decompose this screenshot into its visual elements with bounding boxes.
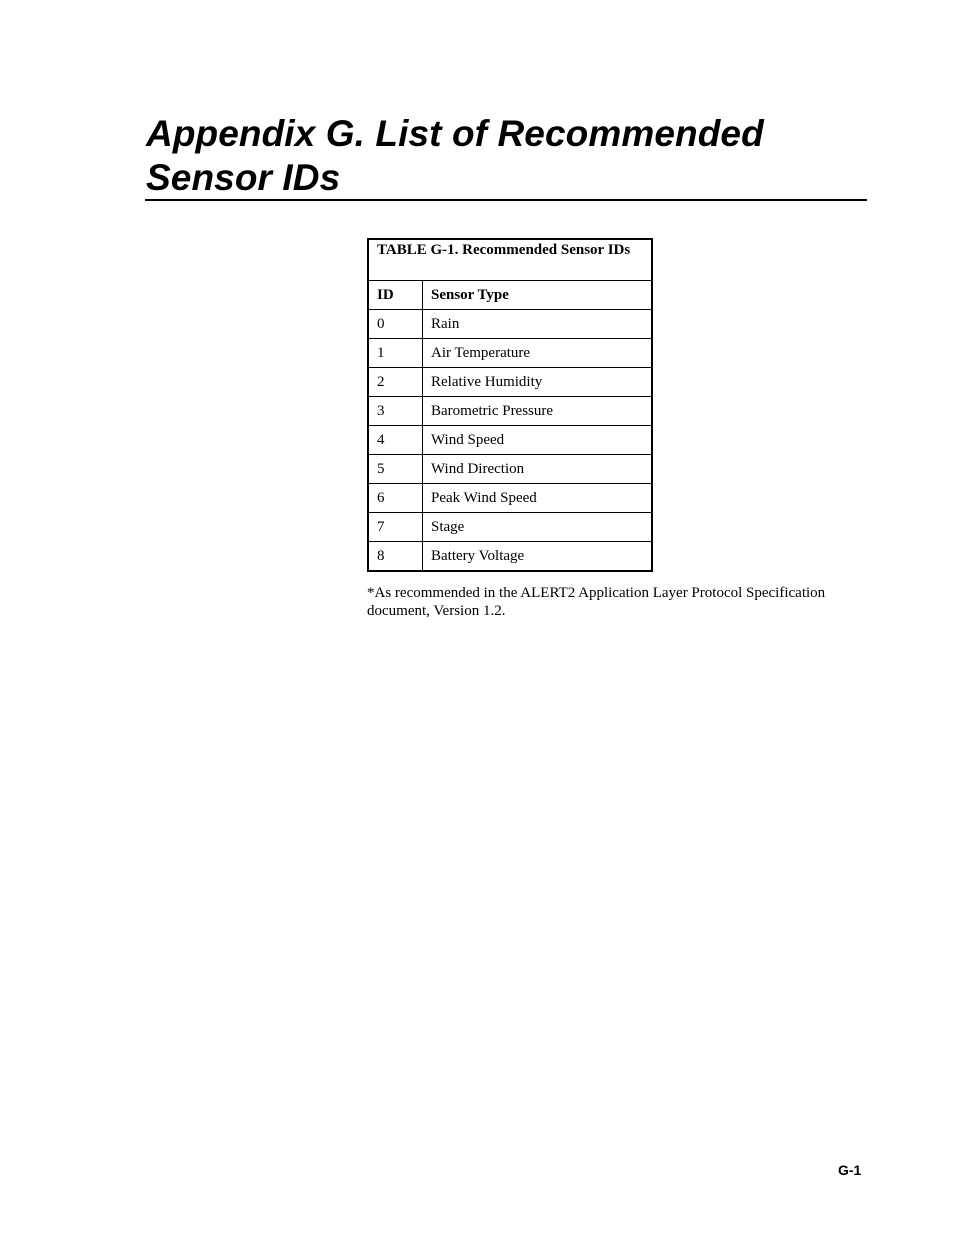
sensor-type-cell: Battery Voltage — [423, 542, 653, 572]
title-underline-rule — [145, 199, 867, 201]
column-header-id: ID — [368, 281, 423, 310]
page-title — [146, 112, 866, 200]
sensor-type-cell: Air Temperature — [423, 339, 653, 368]
sensor-type-cell: Relative Humidity — [423, 368, 653, 397]
sensor-id-cell: 1 — [368, 339, 423, 368]
sensor-id-cell: 0 — [368, 310, 423, 339]
table-row — [368, 542, 652, 572]
sensor-id-cell: 2 — [368, 368, 423, 397]
sensor-id-cell: 6 — [368, 484, 423, 513]
table-row — [368, 484, 652, 513]
sensor-id-cell: 5 — [368, 455, 423, 484]
table-row — [368, 513, 652, 542]
sensor-id-cell: 3 — [368, 397, 423, 426]
table-row — [368, 368, 652, 397]
sensor-id-cell: 7 — [368, 513, 423, 542]
page-title-line-2: Sensor IDs — [146, 157, 341, 198]
table-footnote: *As recommended in the ALERT2 Application Layer Protocol Specification document, Version 1.2. — [367, 585, 826, 619]
page-number: G-1 — [838, 1162, 862, 1178]
sensor-id-cell: 8 — [368, 542, 423, 572]
sensor-id-cell: 4 — [368, 426, 423, 455]
sensor-type-cell: Wind Speed — [423, 426, 653, 455]
table-header-row — [368, 281, 652, 310]
table-row — [368, 339, 652, 368]
table-caption-row — [368, 239, 652, 281]
sensor-type-cell: Stage — [423, 513, 653, 542]
page-title-line-1: Appendix G. List of Recommended — [146, 113, 764, 154]
sensor-type-cell: Barometric Pressure — [423, 397, 653, 426]
table-row — [368, 426, 652, 455]
table-row — [368, 397, 652, 426]
table-row — [368, 455, 652, 484]
sensor-type-cell: Rain — [423, 310, 653, 339]
table-caption: TABLE G-1. Recommended Sensor IDs — [368, 239, 652, 281]
table-row — [368, 310, 652, 339]
sensor-type-cell: Wind Direction — [423, 455, 653, 484]
column-header-sensor-type: Sensor Type — [423, 281, 653, 310]
sensor-id-table — [367, 238, 653, 572]
sensor-type-cell: Peak Wind Speed — [423, 484, 653, 513]
